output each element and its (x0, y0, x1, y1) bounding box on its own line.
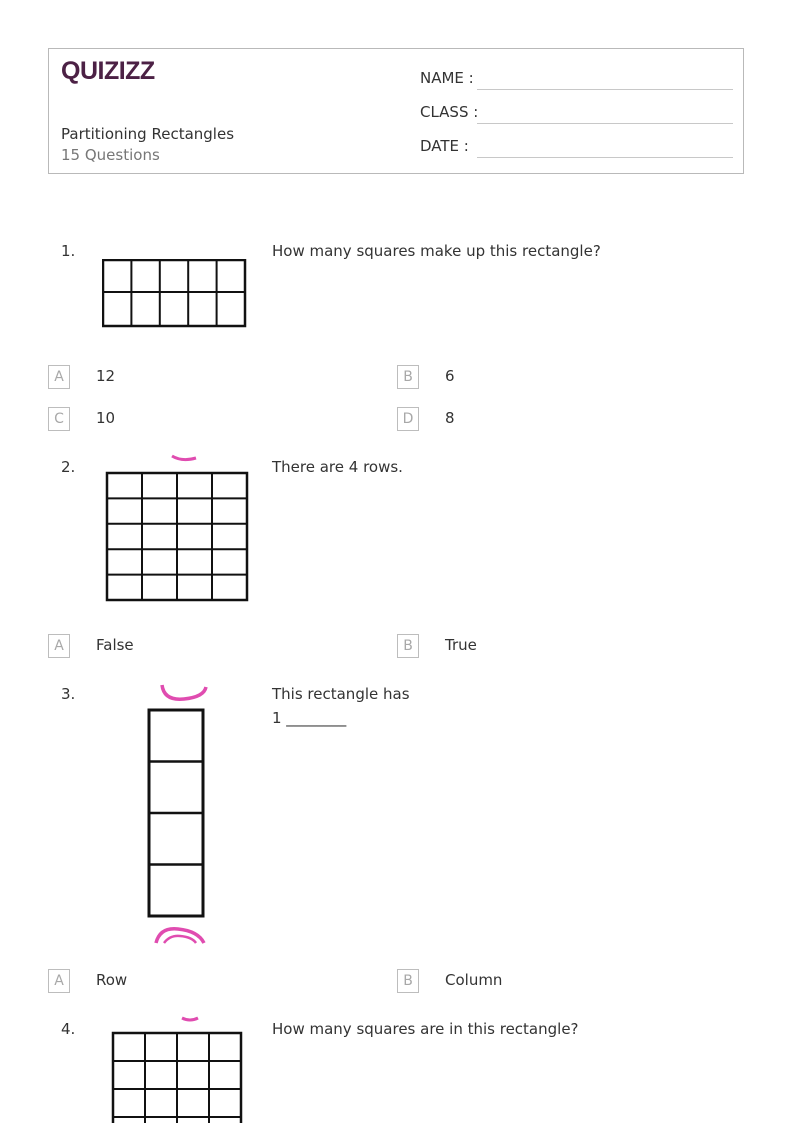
date-line[interactable] (477, 157, 733, 158)
question-3-number: 3. (61, 685, 76, 703)
question-2-option-b-box[interactable]: B (397, 634, 419, 658)
question-1-option-b-box[interactable]: B (397, 365, 419, 389)
question-2-option-a-text: False (96, 636, 134, 654)
question-3-option-a-text: Row (96, 971, 128, 989)
question-1-option-b-text: 6 (445, 367, 455, 385)
question-1-text: How many squares make up this rectangle? (272, 242, 601, 260)
question-1-option-d-box[interactable]: D (397, 407, 419, 431)
question-2-number: 2. (61, 458, 76, 476)
question-2-text: There are 4 rows. (272, 458, 403, 476)
question-count: 15 Questions (61, 146, 160, 164)
date-label: DATE : (420, 137, 469, 155)
question-3-option-b-text: Column (445, 971, 503, 989)
question-3-option-b-box[interactable]: B (397, 969, 419, 993)
name-label: NAME : (420, 69, 474, 87)
question-1-option-c-text: 10 (96, 409, 116, 427)
question-1-option-c-box[interactable]: C (48, 407, 70, 431)
question-4-number: 4. (61, 1020, 76, 1038)
question-2-option-a-box[interactable]: A (48, 634, 70, 658)
question-1-grid-image (102, 259, 248, 329)
worksheet-header (48, 48, 744, 174)
question-1-number: 1. (61, 242, 76, 260)
quizizz-logo: QUIZIZZ (61, 57, 155, 85)
question-3-text-line1: This rectangle has (272, 685, 410, 703)
question-3-column-image (140, 683, 216, 945)
name-line[interactable] (477, 89, 733, 90)
worksheet-title: Partitioning Rectangles (61, 125, 235, 143)
class-line[interactable] (477, 123, 733, 124)
class-label: CLASS : (420, 103, 479, 121)
question-1-option-d-text: 8 (445, 409, 455, 427)
question-4-text: How many squares are in this rectangle? (272, 1020, 579, 1038)
question-3-option-a-box[interactable]: A (48, 969, 70, 993)
question-2-grid-image (100, 452, 252, 604)
question-1-option-a-box[interactable]: A (48, 365, 70, 389)
question-2-option-b-text: True (445, 636, 477, 654)
question-1-option-a-text: 12 (96, 367, 116, 385)
question-4-grid-image (106, 1016, 248, 1123)
question-3-text-line2: 1 ________ (272, 709, 347, 727)
